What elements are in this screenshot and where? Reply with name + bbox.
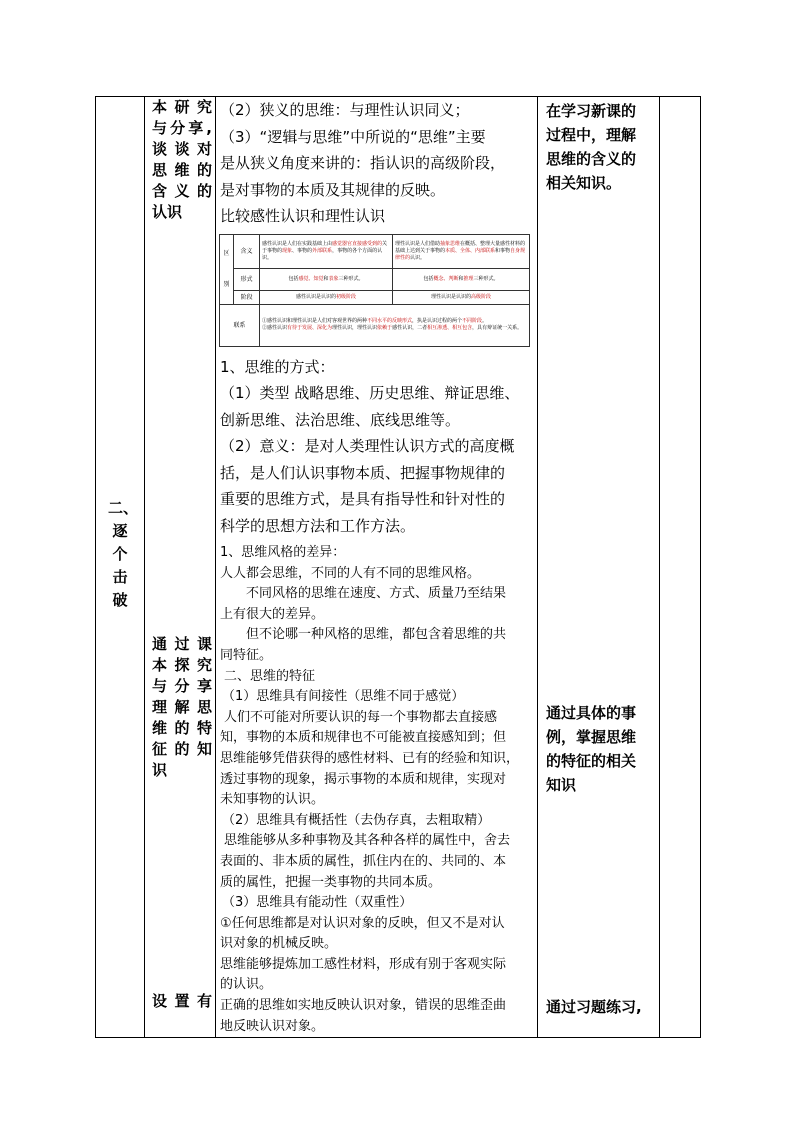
content-line: 识对象的机械反映。 xyxy=(220,936,338,952)
content-line: （1）思维具有间接性（思维不同于感觉） xyxy=(222,689,465,705)
content-line: 括，是人们认识事物本质、把握事物规律的 xyxy=(220,463,506,482)
aim-3: 通过习题练习, xyxy=(546,998,642,1016)
content-line: 的认识。 xyxy=(220,977,273,993)
content-line: 透过事物的现象，揭示事物的本质和规律，实现对 xyxy=(220,771,507,787)
content-line: 思维能够提炼加工感性材料，形成有别于客观实际 xyxy=(220,956,507,972)
content-line: 同特征。 xyxy=(220,647,273,663)
content-line: 不同风格的思维在速度、方式、质量乃至结果 xyxy=(246,586,507,602)
content-line: 思维能够凭借获得的感性材料、已有的经验和知识， xyxy=(220,750,520,766)
content-cell xyxy=(216,97,538,1038)
content-line: 是从狭义角度来讲的：指认识的高级阶段， xyxy=(220,154,506,172)
content-line: 地反映认识对象。 xyxy=(220,1018,325,1034)
lesson-table xyxy=(95,96,701,1038)
activity-2: 通过课 本探究 与分享 理解思 维的特 征的知 识 xyxy=(152,635,212,779)
comparison-table-image xyxy=(219,234,529,346)
content-line: 科学的思想方法和工作方法。 xyxy=(220,516,416,535)
content-line: （2）思维具有概括性（去伪存真，去粗取精） xyxy=(222,812,491,828)
content-line: 创新思维、法治思维、底线思维等。 xyxy=(220,410,461,429)
content-line: 重要的思维方式，是具有指导性和针对性的 xyxy=(220,490,506,508)
aim-2: 通过具体的事 例，掌握思维 的特征的相关 知识 xyxy=(546,704,637,794)
content-line: 未知事物的认识。 xyxy=(220,792,325,808)
aim-1: 在学习新课的 过程中，理解 思维的含义的 相关知识。 xyxy=(546,102,637,192)
content-line: 知，事物的本质和规律也不可能被直接感知到；但 xyxy=(220,730,507,746)
content-line: 正确的思维如实地反映认识对象，错误的思维歪曲 xyxy=(220,998,507,1014)
content-line: 人人都会思维，不同的人有不同的思维风格。 xyxy=(220,565,481,581)
comparison-table: 区 别 含义 感性认识是人们在实践基础上由感觉器官直接感受到的关于事物的现象、事物的外部联系，事物的各个方面的认识。 理性认识是人们借助抽象思维在概括、整理大量感性材料的基础上达到关于事物的本质、全体、内部联系和事物自身规律性的认识。 形式 包括感觉、知觉和表象三种形式。 包括概念、判断和推理三种形式。 阶段 感性认识是认识的初级阶段 理性认识是认识的高级阶段 联系 ①感性认识和理性认识是人们对客观世界的两种不同水平的反映形式，执是认识过程的两个不同阶段。 ②感性认识有待于发展、深化为理性认识，理性认识依赖于感性认识，二者相互渗透、相互包含，具有辩证统一关系。 xyxy=(219,234,530,347)
content-line: ①任何思维都是对认识对象的反映，但又不是对认 xyxy=(220,915,505,931)
activity-1: 本研究 与分享, 谈谈对 思维的 含义的 认识 xyxy=(152,98,212,221)
content-line: （1）类型 战略思维、历史思维、辩证思维、 xyxy=(220,384,520,402)
section-cell xyxy=(96,97,145,1038)
aim-cell xyxy=(538,97,660,1038)
activity-cell xyxy=(145,97,216,1038)
content-line: 1、思维的方式： xyxy=(220,357,335,376)
content-line: 是对事物的本质及其规律的反映。 xyxy=(220,180,446,199)
content-line: 上有很大的差异。 xyxy=(220,606,325,622)
empty-cell xyxy=(660,97,701,1038)
content-line: 表面的、非本质的属性，抓住内在的、共同的、本 xyxy=(220,853,507,869)
content-line: 1、思维风格的差异： xyxy=(220,545,346,560)
content-line: 思维能够从多种事物及其各种各样的属性中，舍去 xyxy=(224,833,511,849)
content-heading: 二、思维的特征 xyxy=(224,668,316,684)
activity-3: 设置有 xyxy=(152,992,212,1010)
content-line: 但不论哪一种风格的思维，都包含着思维的共 xyxy=(246,627,507,643)
content-line: （2）意义：是对人类理性认识方式的高度概 xyxy=(220,437,515,455)
content-line: （2）狭义的思维：与理性认识同义； xyxy=(220,101,470,119)
content-line: 质的属性，把握一类事物的共同本质。 xyxy=(220,874,442,890)
content-line: （3）“逻辑与思维”中所说的“思维”主要 xyxy=(220,127,486,146)
content-heading: 比较感性认识和理性认识 xyxy=(220,207,386,225)
section-label: 二、逐个击破 xyxy=(108,499,139,609)
content-line: 人们不可能对所要认识的每一个事物都去直接感 xyxy=(224,709,498,725)
content-line: （3）思维具有能动性（双重性） xyxy=(222,895,413,911)
